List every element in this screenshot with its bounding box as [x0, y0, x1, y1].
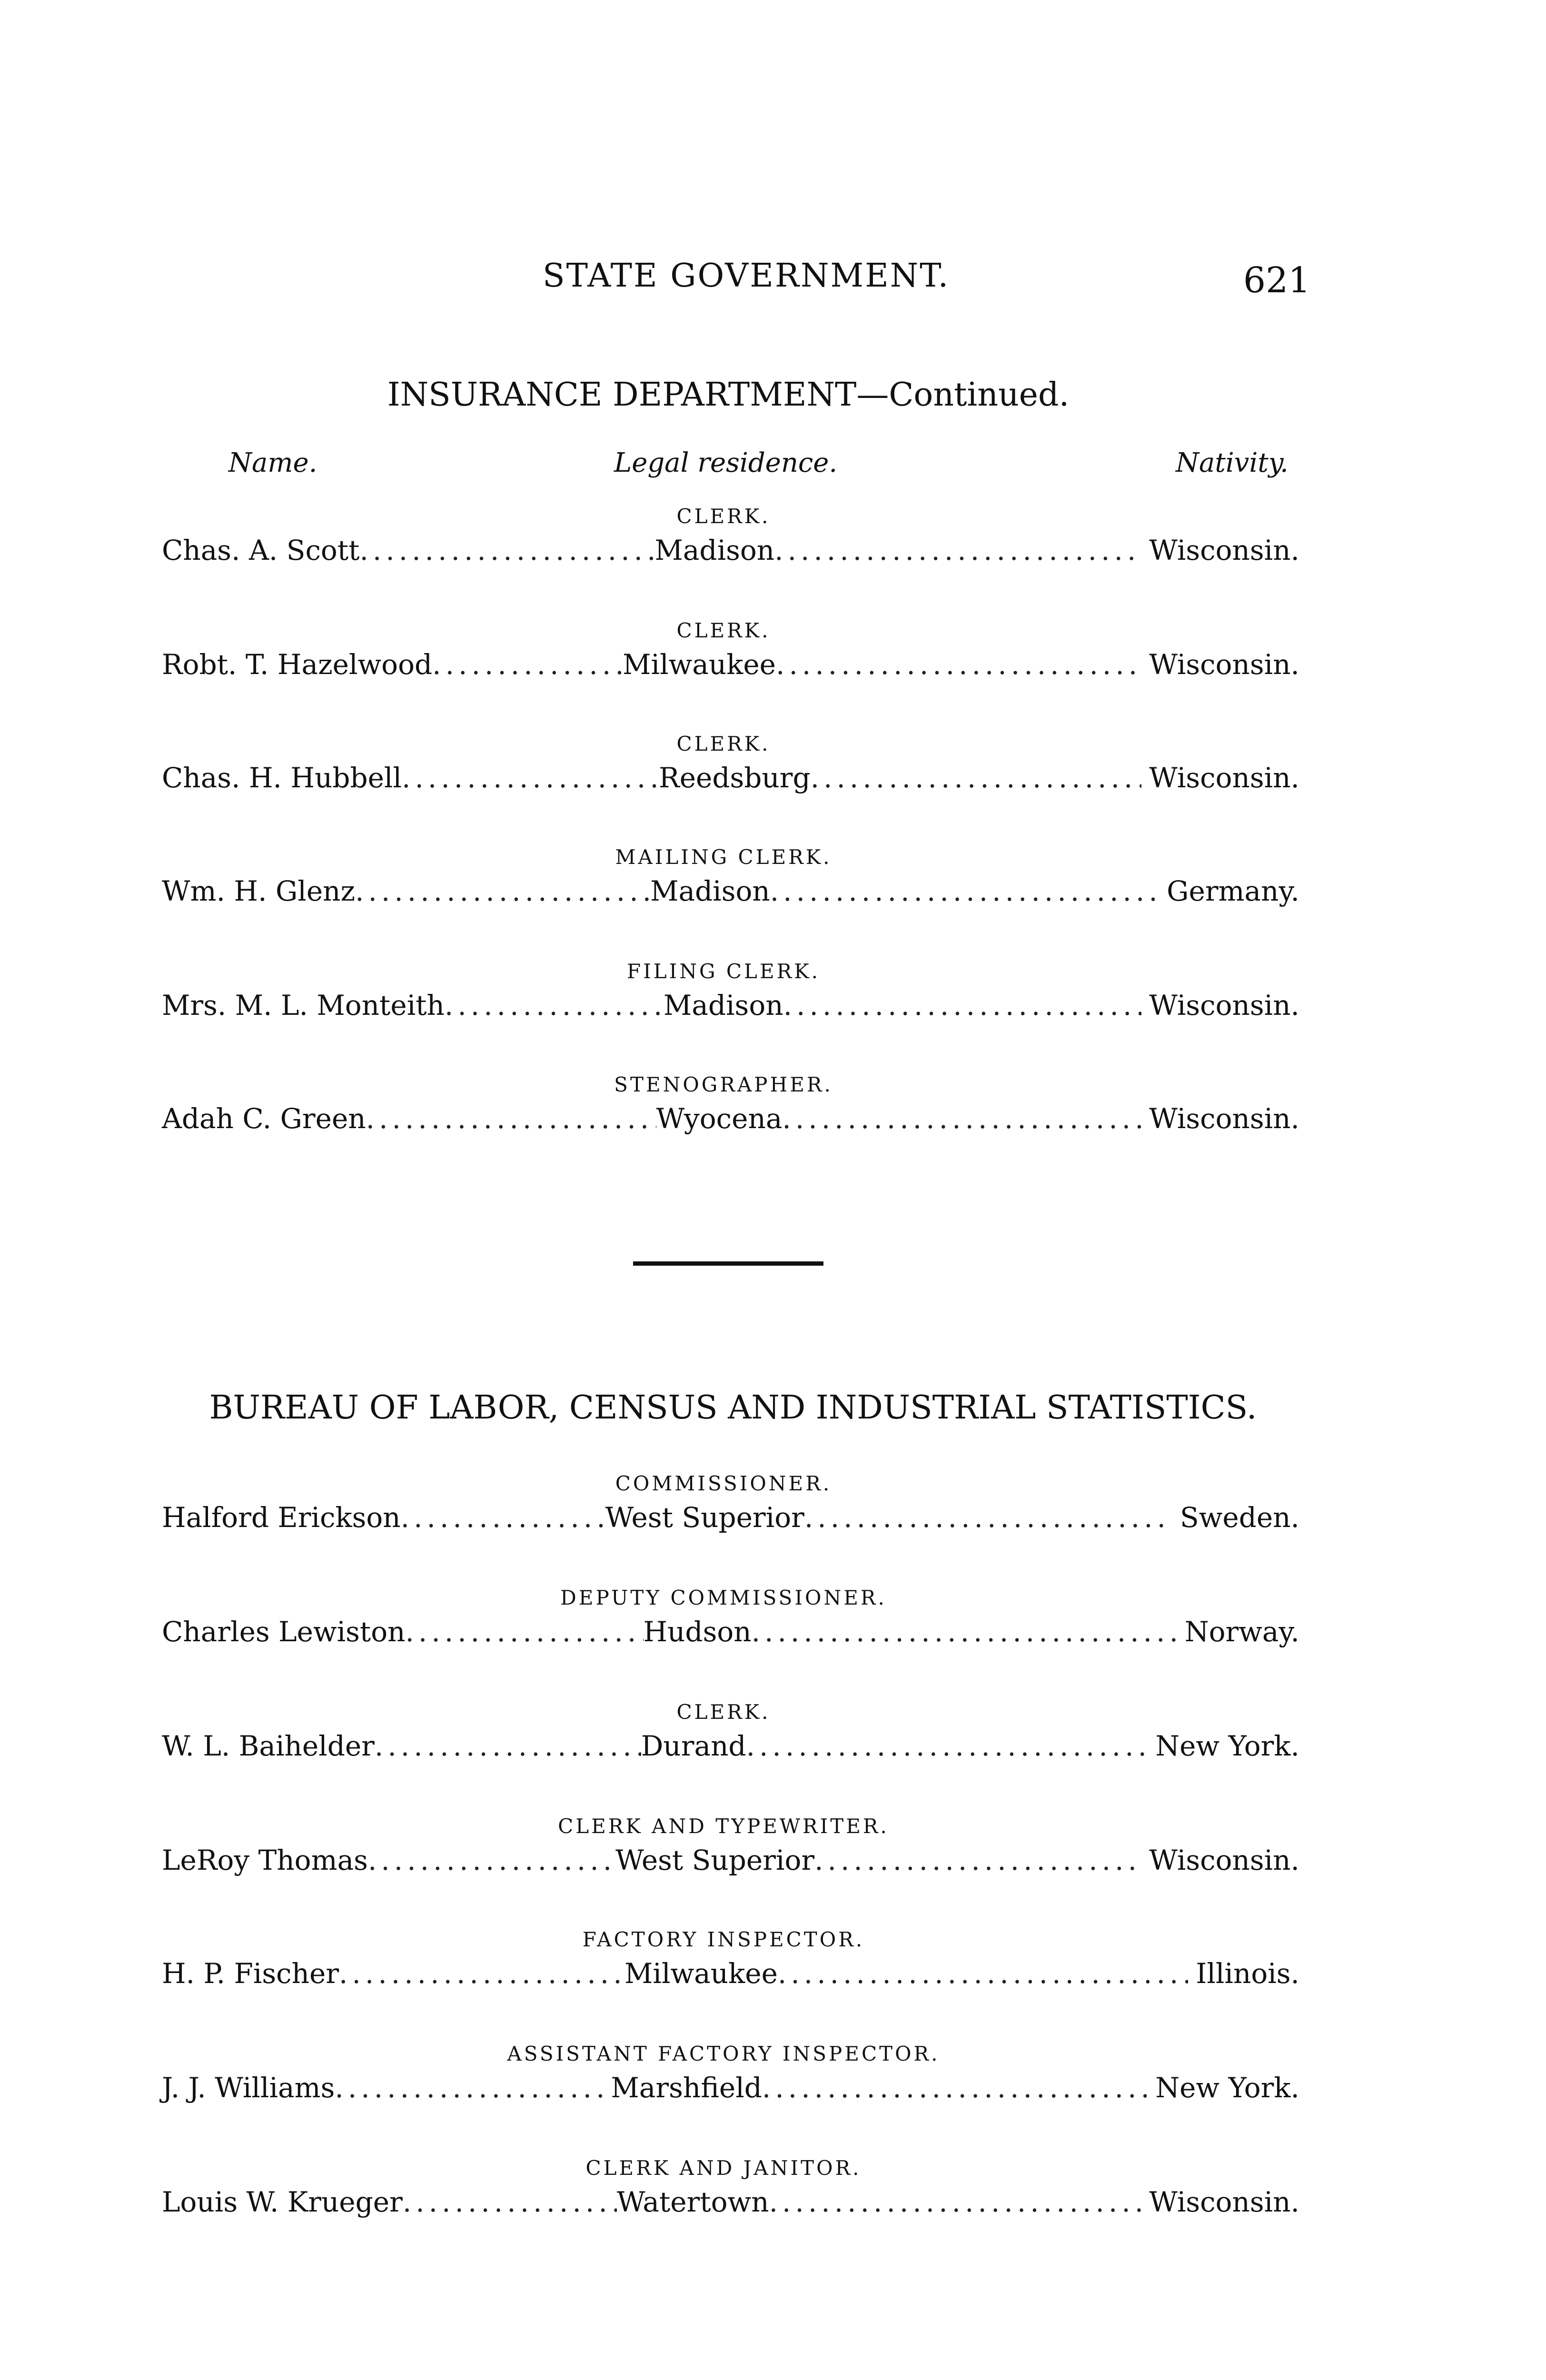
entry-name: J. J. Williams — [162, 2072, 335, 2104]
role-heading: STENOGRAPHER. — [614, 1073, 833, 1096]
list-item — [162, 1730, 1299, 1768]
role-heading: FILING CLERK. — [627, 960, 820, 983]
list-item — [162, 989, 1299, 1027]
entry-nativity: Wisconsin. — [1149, 989, 1299, 1021]
entry-nativity: Wisconsin. — [1149, 762, 1299, 794]
list-item — [162, 875, 1299, 913]
leader-dots — [774, 534, 1141, 566]
entry-name: Chas. H. Hubbell — [162, 762, 402, 794]
list-item — [162, 1616, 1299, 1654]
leader-dots — [402, 762, 659, 794]
entry-residence: Madison — [650, 875, 770, 907]
leader-dots — [814, 1844, 1141, 1876]
leader-dots — [368, 1844, 615, 1876]
role-heading: COMMISSIONER. — [615, 1472, 832, 1495]
column-head-name: Name. — [228, 447, 317, 478]
entry-residence: Wyocena — [656, 1102, 783, 1135]
entry-nativity: Germany. — [1167, 875, 1299, 907]
entry-residence: Marshfield — [611, 2072, 762, 2104]
entry-nativity: New York. — [1155, 1730, 1299, 1762]
labor-section-title: BUREAU OF LABOR, CENSUS AND INDUSTRIAL STATISTICS. — [209, 1389, 1257, 1427]
leader-dots — [355, 875, 650, 907]
role-heading: CLERK. — [676, 505, 771, 528]
entry-nativity: Wisconsin. — [1149, 1844, 1299, 1876]
leader-dots — [375, 1730, 641, 1762]
role-heading: CLERK. — [676, 619, 771, 642]
leader-dots — [406, 1616, 644, 1648]
leader-dots — [770, 875, 1159, 907]
leader-dots — [778, 1957, 1188, 1990]
leader-dots — [335, 2072, 611, 2104]
leader-dots — [359, 534, 654, 566]
list-item — [162, 1844, 1299, 1882]
entry-nativity: Wisconsin. — [1149, 1102, 1299, 1135]
entry-residence: Reedsburg — [659, 762, 811, 794]
entry-nativity: Illinois. — [1196, 1957, 1299, 1990]
leader-dots — [776, 648, 1141, 681]
leader-dots — [339, 1957, 624, 1990]
entry-residence: West Superior — [605, 1501, 804, 1534]
entry-nativity: Norway. — [1184, 1616, 1299, 1648]
role-heading: CLERK AND JANITOR. — [585, 2156, 862, 2180]
role-heading: ASSISTANT FACTORY INSPECTOR. — [507, 2042, 940, 2065]
leader-dots — [445, 989, 664, 1021]
role-heading: FACTORY INSPECTOR. — [582, 1928, 865, 1951]
entry-name: Louis W. Krueger — [162, 2186, 403, 2218]
entry-name: Robt. T. Hazelwood — [162, 648, 433, 681]
list-item — [162, 534, 1299, 572]
insurance-section-title: INSURANCE DEPARTMENT—Continued. — [387, 376, 1070, 414]
entry-nativity: Sweden. — [1180, 1501, 1299, 1534]
running-title: STATE GOVERNMENT. — [543, 257, 950, 295]
entry-name: H. P. Fischer — [162, 1957, 339, 1990]
leader-dots — [403, 2186, 617, 2218]
column-head-residence: Legal residence. — [614, 447, 838, 478]
list-item — [162, 1957, 1299, 1995]
role-heading: DEPUTY COMMISSIONER. — [560, 1586, 887, 1609]
entry-residence: West Superior — [615, 1844, 815, 1876]
entry-residence: Madison — [663, 989, 783, 1021]
list-item — [162, 2186, 1299, 2224]
leader-dots — [746, 1730, 1148, 1762]
leader-dots — [769, 2186, 1142, 2218]
entry-name: Adah C. Green — [162, 1102, 366, 1135]
leader-dots — [783, 989, 1142, 1021]
entry-residence: Durand — [641, 1730, 746, 1762]
leader-dots — [401, 1501, 605, 1534]
entry-residence: Milwaukee — [623, 648, 776, 681]
leader-dots — [804, 1501, 1172, 1534]
leader-dots — [782, 1102, 1141, 1135]
entry-residence: Milwaukee — [624, 1957, 778, 1990]
role-heading: CLERK AND TYPEWRITER. — [558, 1815, 889, 1838]
entry-name: LeRoy Thomas — [162, 1844, 368, 1876]
entry-residence: Watertown — [616, 2186, 769, 2218]
role-heading: CLERK. — [676, 732, 771, 755]
leader-dots — [366, 1102, 656, 1135]
list-item — [162, 762, 1299, 800]
list-item — [162, 2072, 1299, 2110]
list-item — [162, 1102, 1299, 1140]
entry-nativity: Wisconsin. — [1149, 2186, 1299, 2218]
leader-dots — [811, 762, 1142, 794]
entry-name: Chas. A. Scott — [162, 534, 360, 566]
role-heading: CLERK. — [676, 1700, 771, 1724]
entry-nativity: New York. — [1155, 2072, 1299, 2104]
list-item — [162, 1501, 1299, 1539]
entry-name: Mrs. M. L. Monteith — [162, 989, 445, 1021]
entry-nativity: Wisconsin. — [1149, 648, 1299, 681]
leader-dots — [762, 2072, 1148, 2104]
entry-name: Halford Erickson — [162, 1501, 401, 1534]
leader-dots — [432, 648, 623, 681]
section-divider — [633, 1261, 823, 1266]
entry-name: W. L. Baihelder — [162, 1730, 375, 1762]
entry-name: Charles Lewiston — [162, 1616, 406, 1648]
entry-residence: Madison — [654, 534, 775, 566]
list-item — [162, 648, 1299, 686]
entry-nativity: Wisconsin. — [1149, 534, 1299, 566]
entry-name: Wm. H. Glenz — [162, 875, 356, 907]
running-head — [0, 257, 1546, 305]
entry-residence: Hudson — [643, 1616, 752, 1648]
column-head-nativity: Nativity. — [1176, 447, 1288, 478]
role-heading: MAILING CLERK. — [615, 845, 832, 869]
leader-dots — [752, 1616, 1177, 1648]
page-number: 621 — [1243, 260, 1311, 301]
